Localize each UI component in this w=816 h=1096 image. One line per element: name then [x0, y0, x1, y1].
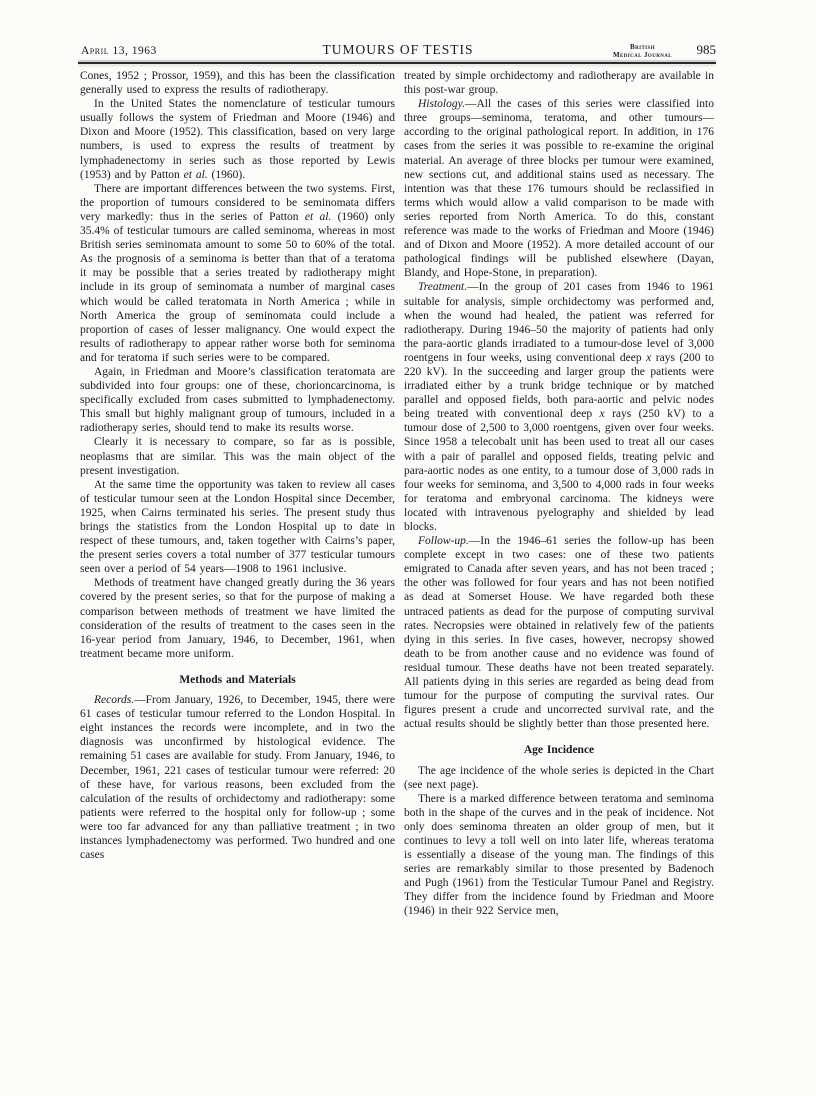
paragraph: [80, 478, 395, 577]
italic-text: x: [646, 351, 652, 364]
paragraph: [80, 693, 395, 862]
journal-name-line2: Medical Journal: [613, 51, 672, 59]
header-rule: [78, 62, 716, 64]
body-text: The age incidence of the whole series is depicted in the Chart (see next page).: [404, 764, 714, 791]
italic-text: et al.: [304, 210, 332, 223]
italic-text: Histology.: [418, 98, 465, 111]
journal-name-line1: British: [630, 43, 655, 51]
page-header: [80, 40, 716, 64]
article-body: [80, 69, 714, 919]
italic-text: x: [599, 408, 605, 421]
body-text: Methods of treatment have changed greatly during the 36 years covered by the present series, so that for the purpose of making a comparison between methods of treatment we have limited the consideration of the results of treatment to the cases seen in the 16-year period from January, 1946, to December, 1961, when treatment became more uniform.: [80, 577, 395, 660]
body-text: There are important differences between the two systems. First, the proportion of tumours considered to be seminomata differs very markedly: thus in the series of Patton: [80, 182, 395, 223]
paragraph: [80, 576, 395, 661]
body-text: There is a marked difference between teratoma and seminoma both in the shape of the curves and in the peak of incidence. Not only does seminoma threaten an older group of men, but it continues to levy a toll well on into later life, whereas teratoma is essentially a disease of the young man. The findings of this series are remarkably similar to those presented by Badenoch and Pugh (1961) from the Testicular Tumour Panel and Registry. They differ from the incidence found by Friedman and Moore (1946) in their 922 Service men,: [404, 792, 714, 918]
body-text: —In the group of 201 cases from 1946 to 1961 suitable for analysis, simple orchidectomy was performed and, when the wound had healed, the patient was referred for radiotherapy. During 1946–50 the majority of patients had only the para-aortic glands irradiated to a tumour-dose level of 3,000 roentgens in four weeks, using conventional deep: [404, 281, 714, 364]
body-text: Again, in Friedman and Moore’s classification teratomata are subdivided into four groups: one of these, chorioncarcinoma, is specifically excluded from cases submitted to lymphadenectomy. This small but highly malignant group of tumours, included in a radiotherapy series, should tend to make its results worse.: [80, 365, 395, 435]
body-text: Cones, 1952 ; Prossor, 1959), and this has been the classification generally used to express the results of radiotherapy.: [80, 70, 395, 97]
paragraph: [404, 792, 714, 919]
paragraph: [404, 764, 714, 792]
italic-text: et al.: [183, 168, 208, 181]
body-text: At the same time the opportunity was taken to review all cases of testicular tumour seen at the London Hospital since December, 1925, when Cairns terminated his series. The present study thus brings the statistics from the London Hospital up to date in respect of these tumours, and, taken together with Cairns’s paper, the present series covers a total number of 377 testicular tumours seen over a period of 54 years—1908 to 1961 inclusive.: [80, 478, 395, 576]
paragraph: [404, 69, 714, 97]
page-number: 985: [696, 42, 716, 57]
italic-text: Treatment.: [418, 281, 468, 294]
body-text: rays (250 kV) to a tumour dose of 2,500 to 3,000 roentgens, given over four weeks. Since 1958 a telecobalt unit has been used to treat all our cases with a pair of parallel and opposed fields, treating pelvic and para-aortic nodes as one entity, to a tumour dose of 3,000 rads in four weeks for seminoma, and 3,500 to 4,000 rads in four weeks for teratoma and embryonal carcinoma. The kidneys were located with intravenous pyelography and shielded by lead blocks.: [404, 408, 714, 533]
body-text: —From January, 1926, to December, 1945, there were 61 cases of testicular tumour referred to the London Hospital. In eight instances the records were incomplete, and in two the diagnosis was unconfirmed by histological evidence. The remaining 51 cases are available for study. From January, 1946, to December, 1961, 221 cases of testicular tumour were referred: 20 of these have, for various reasons, been excluded from the calculation of the results of orchidectomy and radiotherapy: some patients were referred to the hospital only for follow-up ; some were too far advanced for any than palliative treatment ; in two instances lymphadenectomy was performed. Two hundred and one cases: [80, 694, 395, 862]
body-text: Clearly it is necessary to compare, so far as is possible, neoplasms that are similar. This was the main object of the present investigation.: [80, 436, 395, 477]
paragraph: [404, 534, 714, 731]
paragraph: [80, 97, 395, 182]
body-text: (1960) only 35.4% of testicular tumours are called seminoma, whereas in most British series seminomata amount to some 50 to 60% of the total. As the prognosis of a seminoma is better than that of a teratoma it may be possible that a series treated by radiotherapy might include in its group of seminomata a number of marginal cases which would be called teratomata in North America ; while in North America the group of seminomata could include a proportion of cases of lesser malignancy. One would expect the results of radiotherapy to appear rather worse both for seminoma and for teratoma if such series were to be compared.: [80, 210, 395, 364]
body-text: treated by simple orchidectomy and radiotherapy are available in this post-war group.: [404, 70, 714, 97]
column: [404, 69, 714, 919]
paragraph: [80, 69, 395, 97]
body-text: (1960).: [207, 168, 246, 181]
paragraph: [80, 365, 395, 435]
article-title: TUMOURS OF TESTIS: [322, 42, 474, 57]
body-text: rays (200 to 220 kV). In the succeeding and larger group the patients were irradiated either by a trunk bridge technique or by matched parallel and opposed fields, both para-aortic and pelvic nodes being treated with conventional deep: [404, 351, 714, 421]
paragraph: [80, 435, 395, 477]
section-heading: Age Incidence: [523, 744, 595, 757]
paragraph: [80, 182, 395, 365]
italic-text: Follow-up.: [418, 535, 469, 548]
paragraph: [404, 97, 714, 280]
journal-name: [613, 43, 672, 59]
paragraph: [404, 280, 714, 534]
body-text: —All the cases of this series were classified into three groups—seminoma, teratoma, and other tumours—according to the original pathological report. In addition, in 176 cases from the series it was possible to re-examine the original material. An average of three blocks per tumour were examined, new sections cut, and additional stains used as necessary. The intention was that these 176 tumours should be reclassified in terms which would allow a valid comparison to be made with series reported from North America. To do this, constant reference was made to the works of Friedman and Moore (1946) and of Dixon and Moore (1952). A more detailed account of our pathological findings will be published elsewhere (Dayan, Blandy, and Hope-Stone, in preparation).: [404, 98, 714, 280]
italic-text: Records.: [94, 694, 135, 707]
issue-date: April 13, 1963: [81, 45, 157, 57]
section-heading: Methods and Materials: [179, 673, 296, 686]
body-text: In the United States the nomenclature of testicular tumours usually follows the system of Friedman and Moore (1946) and Dixon and Moore (1952). This classification, based on very large numbers, is used to express the results of treatment by lymphadenectomy in series such as those reported by Lewis (1953) and by Patton: [80, 98, 395, 181]
column: [80, 69, 395, 919]
body-text: —In the 1946–61 series the follow-up has been complete except in two cases: one of these two patients emigrated to Canada after seven years, and has not been traced ; the other was followed for four years and has not been notified as dead at Somerset House. We have regarded both these untraced patients as dead for the purpose of computing survival rates. Necropsies were obtained in relatively few of the patients dying in this series. In five cases, however, necropsy showed death to be from another cause and no evidence was found of residual tumour. These deaths have not been treated separately. All patients dying in this series are regarded as being dead from tumour for the purpose of computing the survival rates. Our figures present a crude and uncorrected survival rate, and the actual results should be slightly better than those presented here.: [404, 535, 714, 731]
